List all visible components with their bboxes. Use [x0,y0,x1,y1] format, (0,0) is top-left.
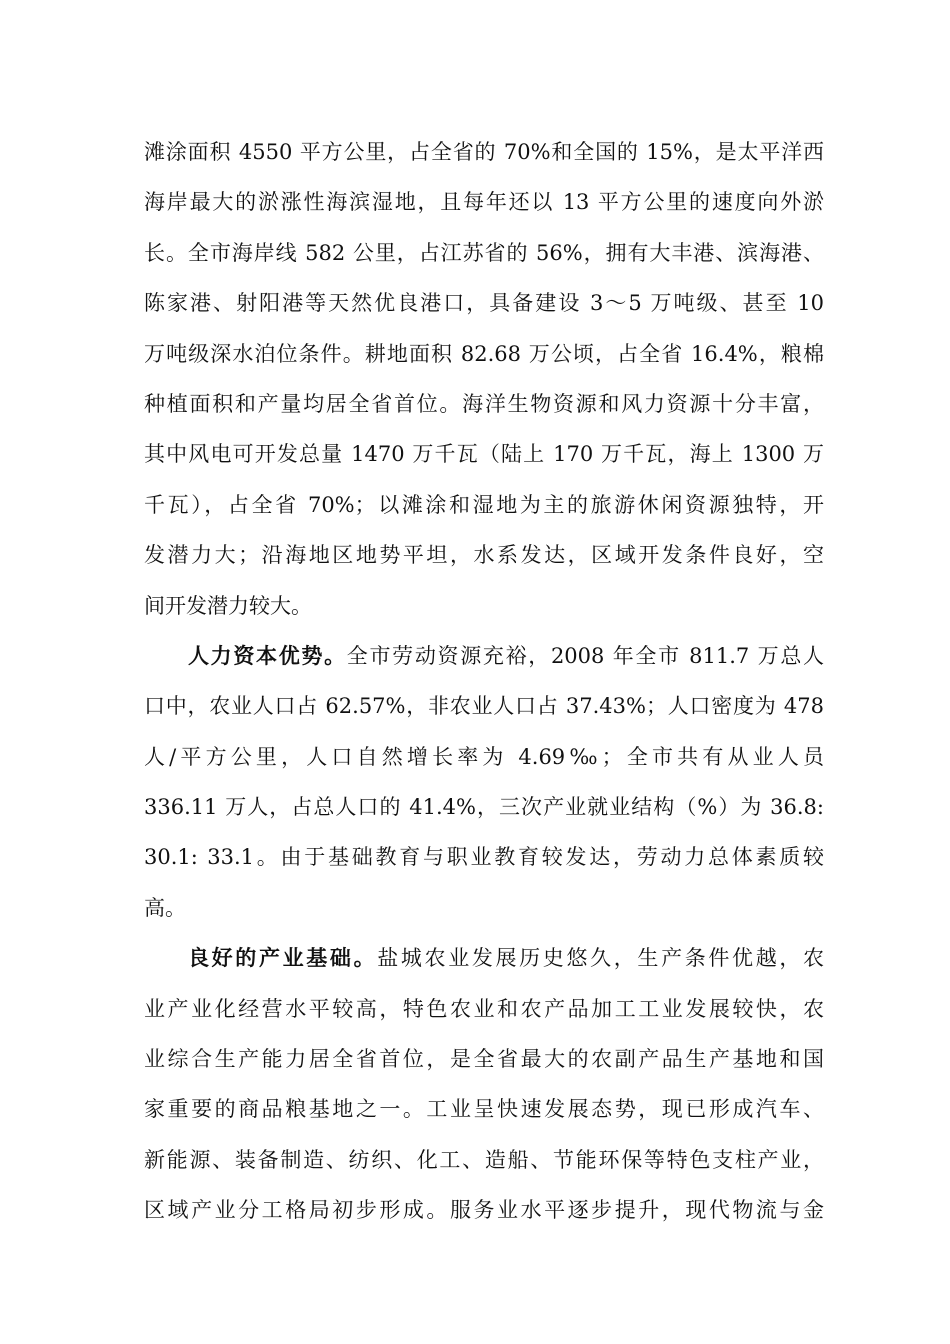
paragraph-heading: 良好的产业基础。 [188,945,378,971]
text-line: 336.11 万人，占总人口的 41.4%，三次产业就业结构（%）为 36.8: [144,795,824,820]
text-line: 30.1: 33.1。由于基础教育与职业教育较发达，劳动力总体素质较 [144,845,824,870]
text-line: 种植面积和产量均居全省首位。海洋生物资源和风力资源十分丰富， [144,391,824,416]
text-line: 区域产业分工格局初步形成。服务业水平逐步提升，现代物流与金 [144,1198,824,1223]
text-line: 高。 [144,895,186,920]
text-line: 业综合生产能力居全省首位，是全省最大的农副产品生产基地和国 [144,1047,824,1072]
text-line [144,631,824,681]
text-line: 口中，农业人口占 62.57%，非农业人口占 37.43%；人口密度为 478 [144,694,824,719]
text-line: 海岸最大的淤涨性海滨湿地，且每年还以 13 平方公里的速度向外淤 [144,190,824,215]
text-line: 业产业化经营水平较高，特色农业和农产品加工工业发展较快，农 [144,996,824,1021]
text-line: 其中风电可开发总量 1470 万千瓦（陆上 170 万千瓦，海上 1300 万 [144,442,824,467]
text-line: 陈家港、射阳港等天然优良港口，具备建设 3～5 万吨级、甚至 10 [144,291,824,316]
text-line: 滩涂面积 4550 平方公里，占全省的 70%和全国的 15%，是太平洋西 [144,140,824,164]
body-text [144,127,824,1236]
paragraph-human-capital [144,631,824,933]
text-line: 发潜力大；沿海地区地势平坦，水系发达，区域开发条件良好，空 [144,543,824,568]
text-line [144,933,824,983]
text-line: 家重要的商品粮基地之一。工业呈快速发展态势，现已形成汽车、 [144,1097,824,1122]
text-run: 全市劳动资源充裕，2008 年全市 811.7 万总人 [346,643,825,668]
text-run: 盐城农业发展历史悠久，生产条件优越，农 [377,946,825,971]
paragraph-heading: 人力资本优势。 [188,642,347,668]
text-line: 千瓦），占全省 70%；以滩涂和湿地为主的旅游休闲资源独特，开 [144,492,824,517]
paragraph-industry-base [144,933,824,1235]
paragraph-resources [144,127,824,631]
text-line: 人/平方公里，人口自然增长率为 4.69‰；全市共有从业人员 [144,744,824,769]
text-line: 万吨级深水泊位条件。耕地面积 82.68 万公顷，占全省 16.4%，粮棉 [144,341,824,366]
text-line: 新能源、装备制造、纺织、化工、造船、节能环保等特色支柱产业， [144,1147,824,1172]
text-line: 长。全市海岸线 582 公里，占江苏省的 56%，拥有大丰港、滨海港、 [144,240,824,265]
text-line: 间开发潜力较大。 [144,593,312,618]
